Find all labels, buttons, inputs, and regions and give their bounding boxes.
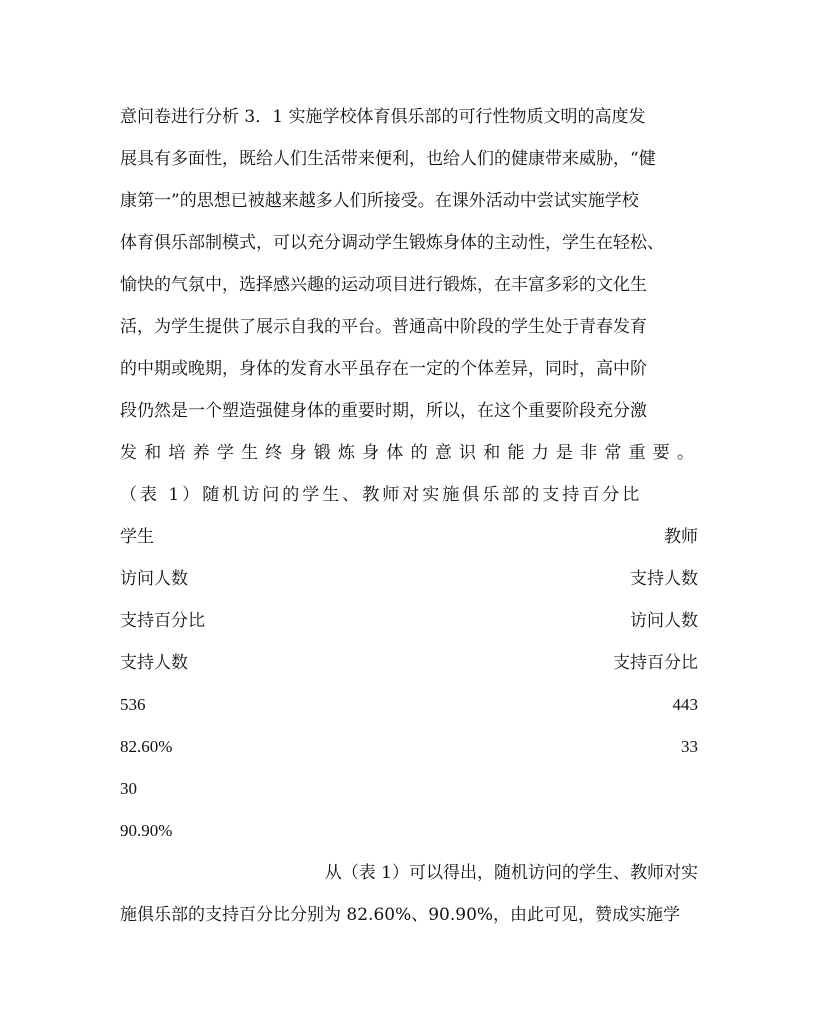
- paragraph1-line: 段仍然是一个塑造强健身体的重要时期，所以，在这个重要阶段充分激: [120, 401, 647, 421]
- table-row: [120, 567, 698, 591]
- table-cell: 访问人数: [630, 611, 698, 631]
- paragraph1-line: 活，为学生提供了展示自我的平台。普通高中阶段的学生处于青春发育: [120, 317, 647, 337]
- table-cell: 支持人数: [630, 569, 698, 589]
- table-cell: 支持百分比: [613, 653, 698, 673]
- table-row: [120, 819, 698, 843]
- table-row: [120, 777, 698, 801]
- table-cell: 学生: [120, 527, 154, 547]
- table-row: [120, 693, 698, 717]
- paragraph1-line: 意问卷进行分析 3．1 实施学校体育俱乐部的可行性物质文明的高度发: [120, 107, 646, 127]
- table-cell: 访问人数: [120, 569, 188, 589]
- table-cell: 90.90%: [120, 821, 173, 840]
- table-row: [120, 609, 698, 633]
- table-row: [120, 735, 698, 759]
- paragraph1-line: 体育俱乐部制模式，可以充分调动学生锻炼身体的主动性，学生在轻松、: [120, 233, 664, 253]
- paragraph1-line: 展具有多面性，既给人们生活带来便利，也给人们的健康带来威胁，“健: [120, 149, 656, 169]
- table-caption: （表 1）随机访问的学生、教师对实施俱乐部的支持百分比: [120, 485, 643, 505]
- paragraph1-line: 的中期或晚期，身体的发育水平虽存在一定的个体差异，同时，高中阶: [120, 359, 647, 379]
- table-cell: 33: [681, 737, 698, 756]
- table-cell: 支持人数: [120, 653, 188, 673]
- table-row: [120, 525, 698, 549]
- table-cell: 支持百分比: [120, 611, 205, 631]
- paragraph2-line: 施俱乐部的支持百分比分别为 82.60%、90.90%，由此可见，赞成实施学: [120, 905, 681, 925]
- paragraph1-line: 愉快的气氛中，选择感兴趣的运动项目进行锻炼，在丰富多彩的文化生: [120, 275, 647, 295]
- table-row: [120, 651, 698, 675]
- table-cell: 443: [672, 695, 698, 714]
- table-cell: 82.60%: [120, 737, 173, 756]
- paragraph1-line: 康第一”的思想已被越来越多人们所接受。在课外活动中尝试实施学校: [120, 191, 639, 211]
- paragraph2-line: 从（表 1）可以得出，随机访问的学生、教师对实: [324, 863, 698, 883]
- paragraph1-line: 发和培养学生终身锻炼身体的意识和能力是非常重要。: [120, 443, 698, 463]
- table-cell: 30: [120, 779, 137, 798]
- table-cell: 536: [120, 695, 146, 714]
- table-cell: 教师: [664, 527, 698, 547]
